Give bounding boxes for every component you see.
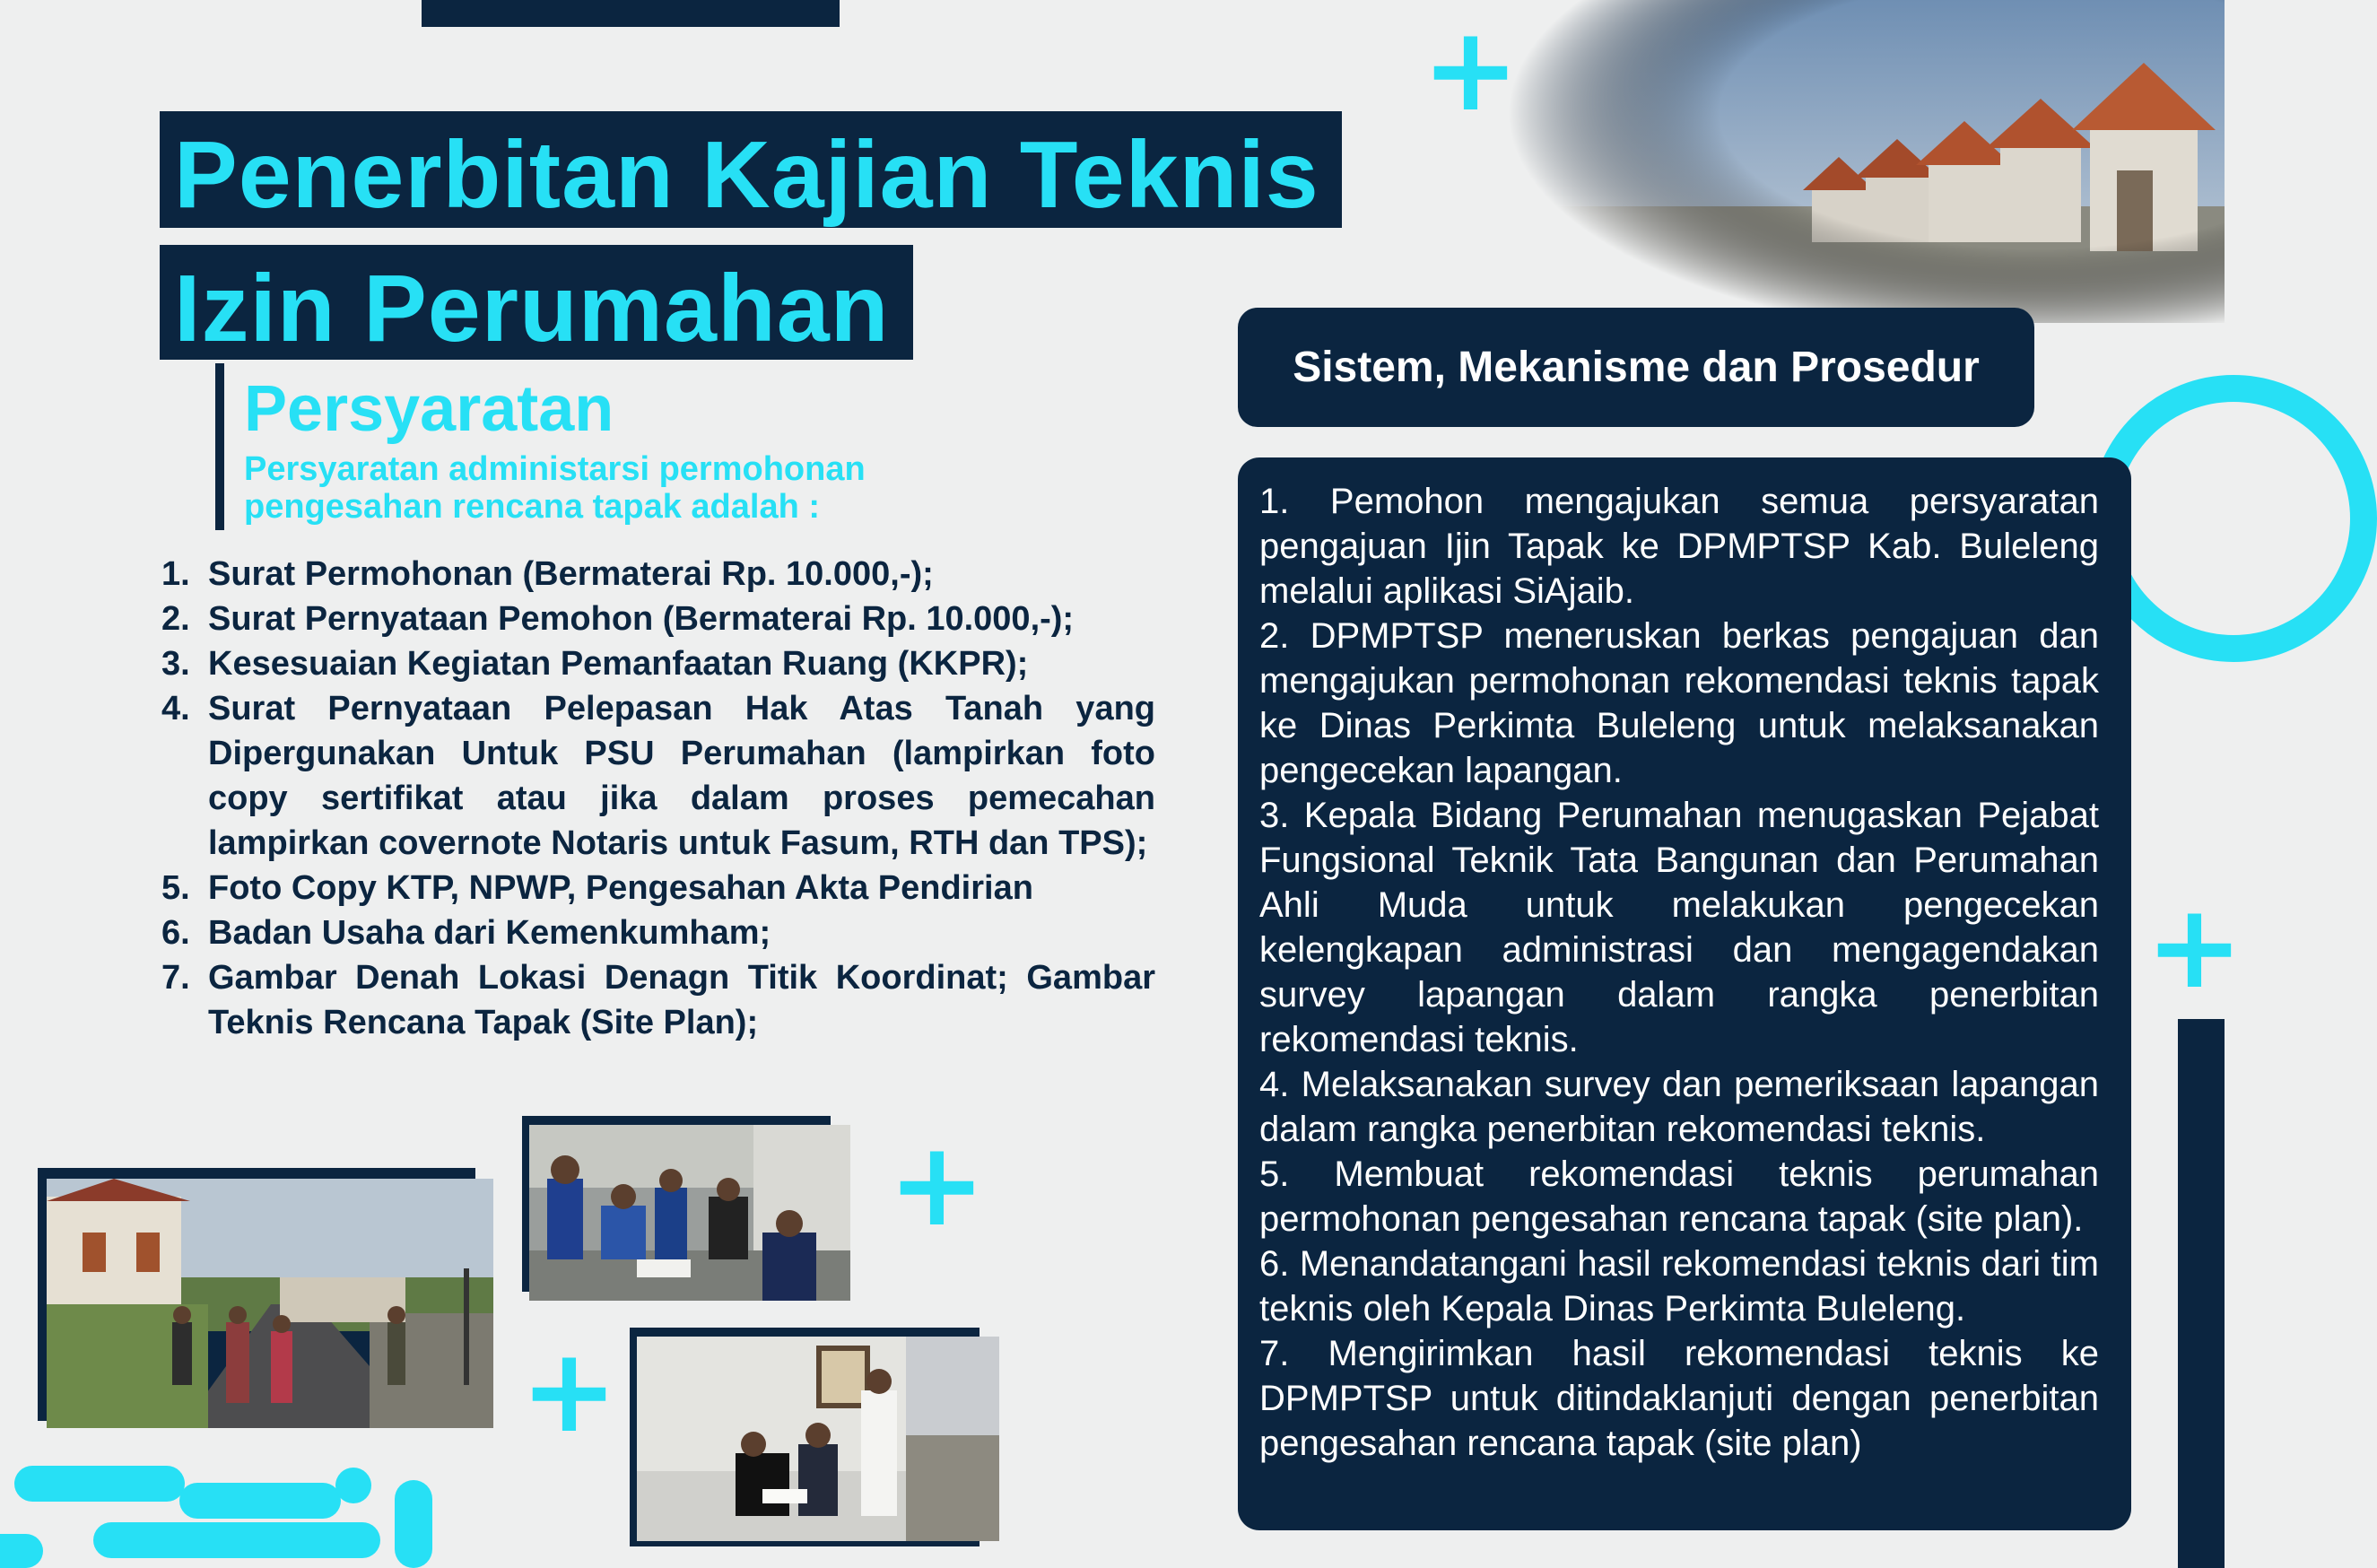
procedure-panel [1238, 457, 2131, 1530]
requirement-number: 2. [161, 600, 190, 638]
plus-decor-icon: + [2146, 878, 2243, 1015]
plus-decor-icon: + [1422, 1, 1519, 137]
procedure-step: 7. Mengirimkan hasil rekomendasi teknis ke DPMPTSP untuk ditindaklanjuti dengan penerbitan pengesahan rencana tapak (site plan) [1259, 1334, 2099, 1463]
requirement-text: Surat Pernyataan Pemohon (Bermaterai Rp. 10.000,-); [208, 600, 1075, 638]
procedure-step: 4. Melaksanakan survey dan pemeriksaan lapangan dalam rangka penerbitan rekomendasi teknis. [1259, 1065, 2099, 1149]
requirement-text: Kesesuaian Kegiatan Pemanfaatan Ruang (KKPR); [208, 645, 1029, 683]
requirements-subheading: Persyaratan administarsi permohonan pengesahan rencana tapak adalah : [244, 450, 866, 526]
requirement-text: Surat Permohonan (Bermaterai Rp. 10.000,-); [208, 555, 934, 593]
pill-decor [14, 1466, 185, 1502]
requirement-text: Gambar Denah Lokasi Denagn Titik Koordinat; Gambar Teknis Rencana Tapak (Site Plan); [208, 959, 1155, 1041]
house-inspection-photo [637, 1337, 999, 1541]
plus-decor-icon: + [888, 1116, 986, 1252]
plus-decor-icon: + [520, 1322, 618, 1459]
field-meeting-photo [529, 1125, 850, 1301]
requirement-item [161, 910, 1155, 955]
pill-decor [395, 1480, 432, 1568]
requirement-item [161, 866, 1155, 910]
page-title-line-2: Izin Perumahan [160, 245, 913, 360]
requirement-item [161, 641, 1155, 686]
procedure-step: 2. DPMPTSP meneruskan berkas pengajuan dan mengajukan permohonan rekomendasi teknis tapak ke Dinas Perkimta Buleleng untuk melaksanakan pengecekan lapangan. [1259, 616, 2099, 790]
pill-decor [93, 1522, 380, 1558]
top-decor-bar [422, 0, 840, 27]
requirement-number: 3. [161, 645, 190, 683]
requirement-item [161, 597, 1155, 641]
requirement-item [161, 686, 1155, 866]
pill-decor [335, 1468, 371, 1503]
requirements-heading: Persyaratan [244, 373, 614, 445]
page-title-line-1: Penerbitan Kajian Teknis [160, 111, 1342, 228]
procedure-step: 1. Pemohon mengajukan semua persyaratan pengajuan Ijin Tapak ke DPMPTSP Kab. Buleleng melalui aplikasi SiAjaib. [1259, 482, 2099, 611]
procedure-step: 6. Menandatangani hasil rekomendasi teknis dari tim teknis oleh Kepala Dinas Perkimta Buleleng. [1259, 1244, 2099, 1328]
requirement-text: Badan Usaha dari Kemenkumham; [208, 914, 771, 952]
housing-estate-photo [1471, 0, 2225, 323]
requirements-list [161, 552, 1155, 1045]
right-decor-bar [2178, 1019, 2225, 1568]
requirement-item [161, 552, 1155, 597]
street-survey-photo [47, 1179, 493, 1428]
pill-decor [0, 1534, 43, 1568]
requirement-number: 5. [161, 869, 190, 907]
requirement-number: 4. [161, 690, 190, 727]
pill-decor [179, 1483, 341, 1519]
requirement-item [161, 955, 1155, 1045]
requirement-number: 1. [161, 555, 190, 593]
requirement-number: 7. [161, 959, 190, 997]
section-divider-line [215, 363, 224, 530]
requirement-text: Foto Copy KTP, NPWP, Pengesahan Akta Pendirian [208, 869, 1033, 907]
requirement-number: 6. [161, 914, 190, 952]
procedure-step: 3. Kepala Bidang Perumahan menugaskan Pejabat Fungsional Teknik Tata Bangunan dan Perumahan Ahli Muda untuk melakukan pengecekan kelengkapan administrasi dan mengagendakan survey lapangan dalam rangka penerbitan rekomendasi teknis. [1259, 796, 2099, 1059]
requirement-text: Surat Pernyataan Pelepasan Hak Atas Tanah yang Dipergunakan Untuk PSU Perumahan (lampirkan foto copy sertifikat atau jika dalam proses pemecahan lampirkan covernote Notaris untuk Fasum, RTH dan TPS); [208, 690, 1155, 862]
procedure-heading: Sistem, Mekanisme dan Prosedur [1238, 308, 2034, 427]
ring-decor [2090, 375, 2377, 662]
procedure-step: 5. Membuat rekomendasi teknis perumahan permohonan pengesahan rencana tapak (site plan). [1259, 1154, 2099, 1239]
